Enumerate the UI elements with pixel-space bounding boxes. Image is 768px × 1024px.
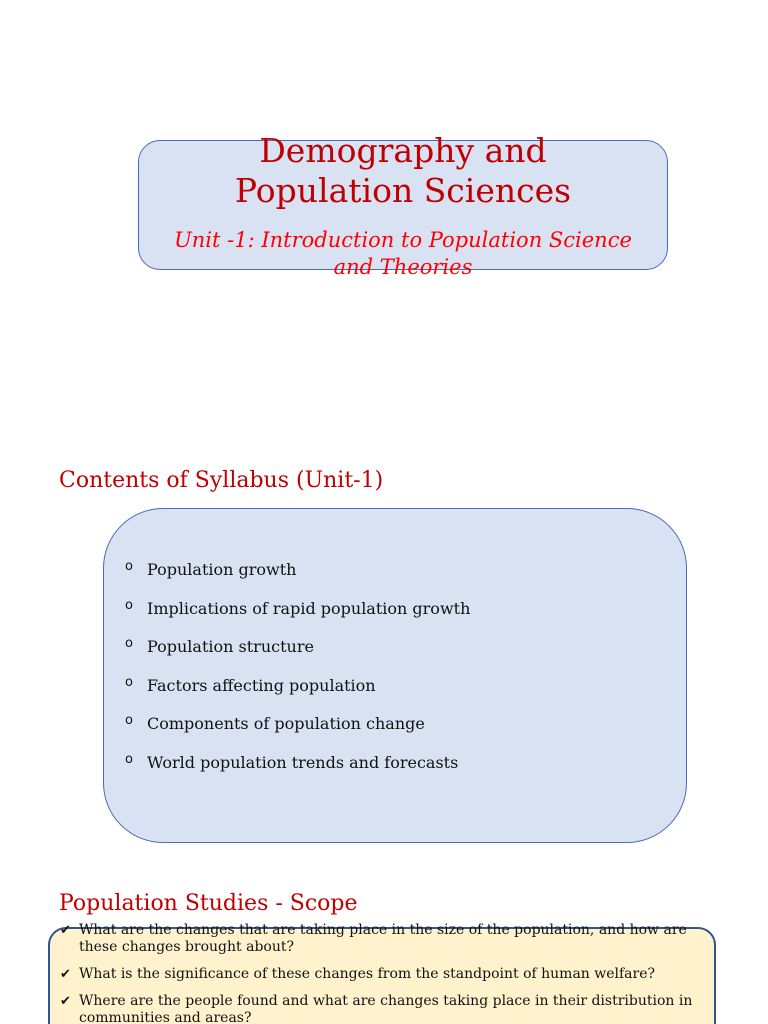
- subtitle-line-1: Unit -1: Introduction to Population Science: [174, 228, 632, 252]
- contents-item-text: Implications of rapid population growth: [147, 598, 471, 618]
- contents-item-text: Population growth: [147, 560, 297, 579]
- hollow-circle-bullet-icon: o: [125, 559, 133, 574]
- presentation-title: [0, 131, 768, 211]
- scope-item-text: What are the changes that are taking place in the size of the population, and how are these changes brought about?: [79, 922, 687, 955]
- scope-item: [58, 993, 708, 1024]
- hollow-circle-bullet-icon: o: [125, 597, 133, 613]
- scope-item-text: Where are the people found and what are changes taking place in their distribution in communities and areas?: [79, 993, 693, 1024]
- hollow-circle-bullet-icon: o: [125, 636, 133, 652]
- scope-heading: Population Studies - Scope: [59, 891, 358, 916]
- contents-item-text: Components of population change: [147, 714, 425, 734]
- hollow-circle-bullet-icon: o: [125, 713, 133, 729]
- hollow-circle-bullet-icon: o: [125, 674, 133, 690]
- title-line-1: Demography and: [259, 131, 547, 170]
- presentation-subtitle: [0, 227, 768, 281]
- contents-item-text: Population structure: [147, 637, 314, 657]
- subtitle-line-2: and Theories: [333, 255, 473, 279]
- title-line-2: Population Sciences: [234, 171, 572, 210]
- hollow-circle-bullet-icon: o: [125, 751, 133, 767]
- contents-item-text: World population trends and forecasts: [147, 752, 459, 772]
- scope-list: [58, 922, 708, 1024]
- check-icon: ✔: [60, 923, 71, 938]
- scope-item-text: What is the significance of these changes from the standpoint of human welfare?: [79, 966, 656, 982]
- scope-item: [58, 922, 708, 956]
- contents-item-text: Factors affecting population: [147, 675, 376, 695]
- check-icon: ✔: [60, 994, 71, 1009]
- scope-item: [58, 966, 708, 983]
- contents-heading: Contents of Syllabus (Unit-1): [59, 468, 384, 493]
- check-icon: ✔: [60, 967, 71, 982]
